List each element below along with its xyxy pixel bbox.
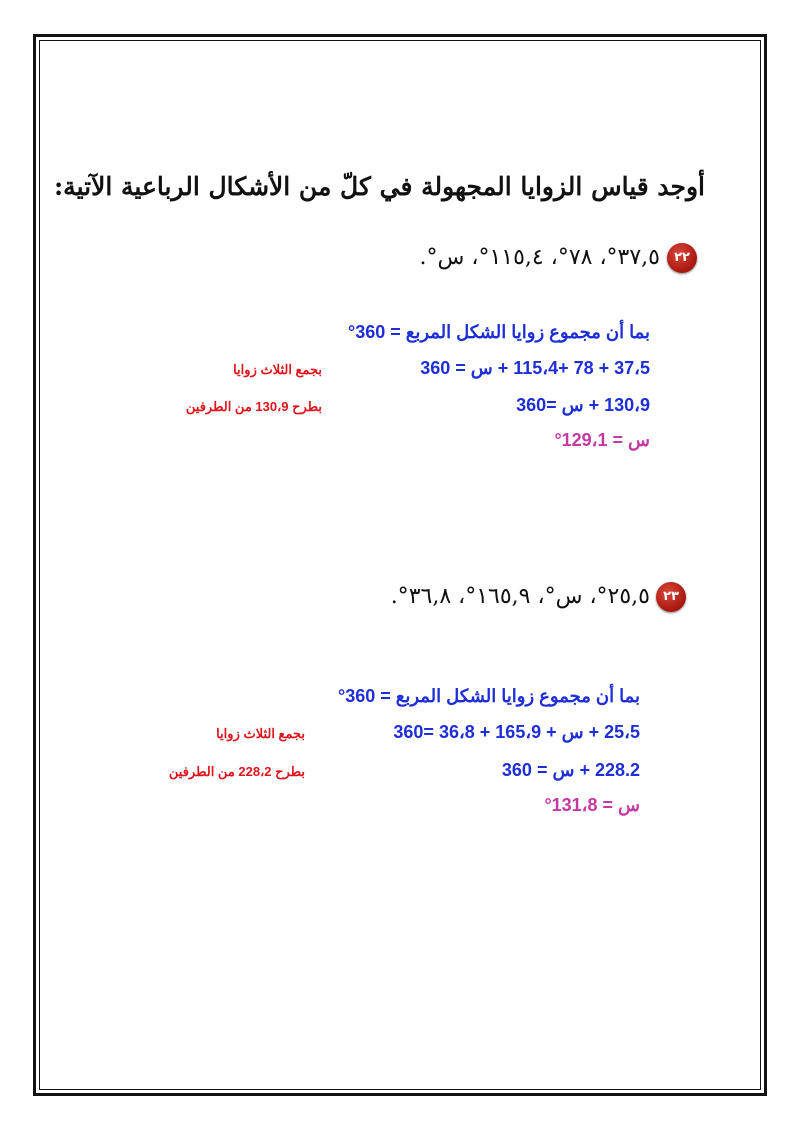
final-answer: س = 129،1° — [554, 430, 650, 450]
problem-number-badge: ٢٢ — [667, 243, 697, 273]
step-note: بطرح 130،9 من الطرفين — [185, 399, 322, 414]
problem-number-badge: ٢٣ — [656, 582, 686, 612]
solution-step: 228.2 + س = 360 — [501, 760, 640, 780]
solution-step: 25،5 + س + 165،9 + 36،8 =360 — [393, 722, 640, 742]
solution-step: 130،9 + س =360 — [516, 395, 650, 415]
solution-step: بما أن مجموع زوايا الشكل المربع = 360° — [347, 322, 650, 342]
problem-statement: ٣٧,٥°، ٧٨°، ١١٥,٤°، س°. — [419, 245, 660, 270]
step-note: بجمع الثلاث زوايا — [216, 726, 305, 741]
step-note: بجمع الثلاث زوايا — [233, 362, 322, 377]
problem-statement: ٢٥,٥°، س°، ١٦٥,٩°، ٣٦,٨°. — [390, 584, 650, 609]
step-note: بطرح 228،2 من الطرفين — [168, 764, 305, 779]
solution-step: بما أن مجموع زوايا الشكل المربع = 360° — [337, 686, 640, 706]
final-answer: س = 131،8° — [544, 795, 640, 815]
solution-step: 37،5 + 78 +115،4 + س = 360 — [420, 358, 650, 378]
exercise-heading: أوجد قياس الزوايا المجهولة في كلّ من الأشكال الرباعية الآتية: — [53, 172, 705, 201]
